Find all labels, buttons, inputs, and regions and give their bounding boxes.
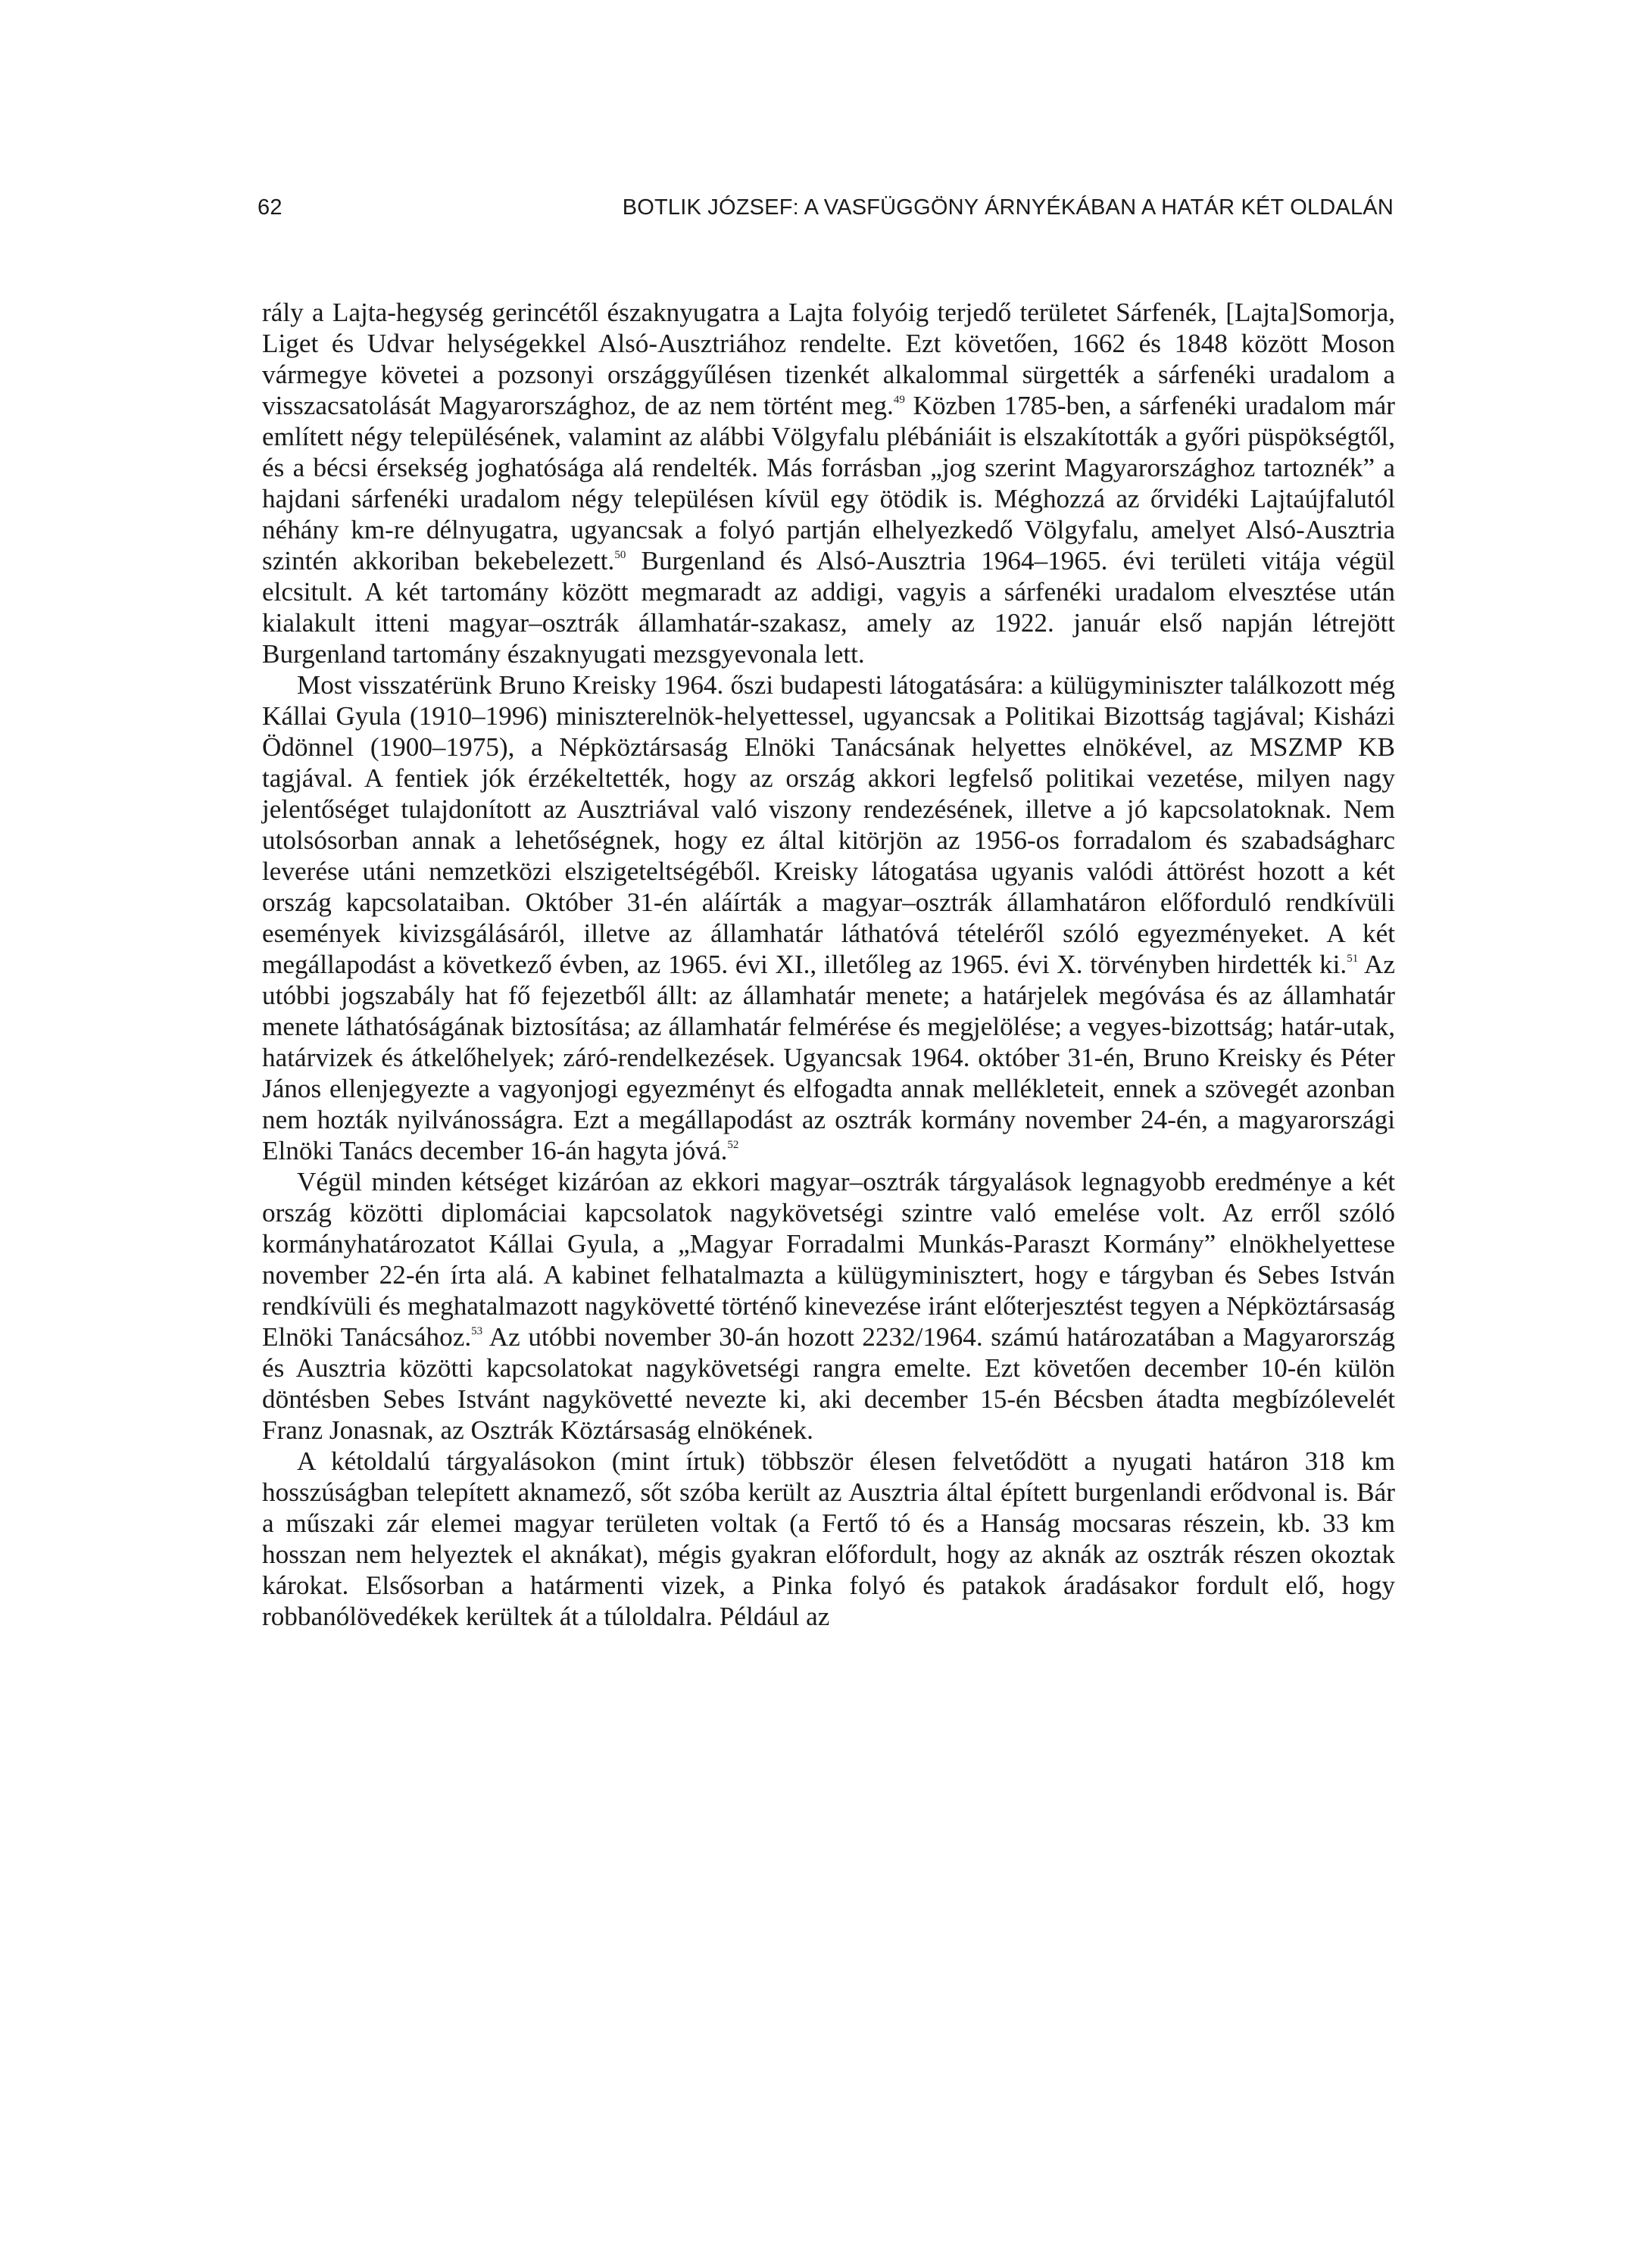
page-number: 62 xyxy=(258,195,283,220)
footnote-ref-49: 49 xyxy=(893,394,905,406)
footnote-ref-53: 53 xyxy=(471,1325,483,1337)
paragraph-2 xyxy=(262,669,1395,1166)
footnote-ref-51: 51 xyxy=(1347,953,1359,965)
text-segment: Burgenland és Alsó-Ausztria 1964–1965. évi területi vitája végül elcsitult. A két tartomány között megmaradt az addigi, vagyis a sárfenéki uradalom elvesztése után kialakult itteni magyar–osztrák államhatár-szakasz, amely az 1922. január első napján létrejött Burgenland tartomány északnyugati mezsgyevonala lett. xyxy=(262,546,1396,669)
text-segment: Közben 1785-ben, a sárfenéki uradalom már említett négy településének, valamint az alábbi Völgyfalu plébániáit is elszakították a győri püspökségtől, és a bécsi érsekség joghatósága alá rendelték. Más forrásban „jog szerint Magyarországhoz tartoznék” a hajdani sárfenéki uradalom négy településen kívül egy ötödik is. Méghozzá az őrvidéki Lajtaújfalutól néhány km-re délnyugatra, ugyancsak a folyó partján elhelyezkedő Völgyfalu, amelyet Alsó-Ausztria szintén akkoriban bekebelezett. xyxy=(262,391,1395,576)
text-segment: Végül minden kétséget kizáróan az ekkori magyar–osztrák tárgyalások legnagyobb eredménye a két ország közötti diplomáciai kapcsolatok nagykövetségi szintre való emelése volt. Az erről szóló kormányhatározatot Kállai Gyula, a „Magyar Forradalmi Munkás-Paraszt Kormány” elnökhelyettese november 22-én írta alá. A kabinet felhatalmazta a külügyminisztert, hogy e tárgyban és Sebes István rendkívüli és meghatalmazott nagykövetté történő kinevezése iránt előterjesztést tegyen a Népköztársaság Elnöki Tanácsához. xyxy=(262,1167,1395,1352)
text-segment: A kétoldalú tárgyalásokon (mint írtuk) többször élesen felvetődött a nyugati határon 318 km hosszúságban telepített aknamező, sőt szóba került az Ausztria által épített burgenlandi erődvonal is. Bár a műszaki zár elemei magyar területen voltak (a Fertő tó és a Hanság mocsaras részein, kb. 33 km hosszan nem helyeztek el aknákat), mégis gyakran előfordult, hogy az aknák az osztrák részen okoztak károkat. Elsősorban a határmenti vizek, a Pinka folyó és patakok áradásakor fordult elő, hogy robbanólövedékek kerültek át a túloldalra. Például az xyxy=(262,1446,1395,1631)
text-segment: Az utóbbi jogszabály hat fő fejezetből állt: az államhatár menete; a határjelek megóvása és az államhatár menete láthatóságának biztosítása; az államhatár felmérése és megjelölése; a vegyes-bizottság; határ-utak, határvizek és átkelőhelyek; záró-rendelkezések. Ugyancsak 1964. október 31-én, Bruno Kreisky és Péter János ellenjegyezte a vagyonjogi egyezményt és elfogadta annak mellékleteit, ennek a szövegét azonban nem hozták nyilvánosságra. Ezt a megállapodást az osztrák kormány november 24-én, a magyarországi Elnöki Tanács december 16-án hagyta jóvá. xyxy=(262,950,1395,1165)
text-segment: Most visszatérünk Bruno Kreisky 1964. őszi budapesti látogatására: a külügyminiszter találkozott még Kállai Gyula (1910–1996) miniszterelnök-helyettessel, ugyancsak a Politikai Bizottság tagjával; Kisházi Ödönnel (1900–1975), a Népköztársaság Elnöki Tanácsának helyettes elnökével, az MSZMP KB tagjával. A fentiek jók érzékeltették, hogy az ország akkori legfelső politikai vezetése, milyen nagy jelentőséget tulajdonított az Ausztriával való viszony rendezésének, illetve a jó kapcsolatoknak. Nem utolsósorban annak a lehetőségnek, hogy ez által kitörjön az 1956-os forradalom és szabadságharc leverése utáni nemzetközi elszigeteltségéből. Kreisky látogatása ugyanis valódi áttörést hozott a két ország kapcsolataiban. Október 31-én aláírták a magyar–osztrák államhatáron előforduló rendkívüli események kivizsgálásáról, illetve az államhatár láthatóvá tételéről szóló egyezményeket. A két megállapodást a következő évben, az 1965. évi XI., illetőleg az 1965. évi X. törvényben hirdették ki. xyxy=(262,670,1395,979)
running-header xyxy=(258,195,1394,226)
text-segment: rály a Lajta-hegység gerincétől északnyugatra a Lajta folyóig terjedő területet Sárfenék, [Lajta]Somorja, Liget és Udvar helységekkel Alsó-Ausztriához rendelte. Ezt követően, 1662 és 1848 között Moson vármegye követei a pozsonyi országgyűlésen tizenkét alkalommal sürgették a sárfenéki uradalom a visszacsatolását Magyarországhoz, de az nem történt meg. xyxy=(262,298,1395,420)
paragraph-3 xyxy=(262,1166,1395,1446)
footnote-ref-50: 50 xyxy=(614,549,626,561)
paragraph-4 xyxy=(262,1446,1395,1632)
paragraph-1 xyxy=(262,297,1395,669)
body-text xyxy=(262,297,1395,1632)
text-segment: Az utóbbi november 30-án hozott 2232/1964. számú határozatában a Magyarország és Ausztria közötti kapcsolatokat nagykövetségi rangra emelte. Ezt követően december 10-én külön döntésben Sebes Istvánt nagykövetté nevezte ki, aki december 15-én Bécsben átadta megbízólevelét Franz Jonasnak, az Osztrák Köztársaság elnökének. xyxy=(262,1322,1395,1445)
footnote-ref-52: 52 xyxy=(727,1139,739,1151)
running-title: BOTLIK JÓZSEF: A VASFÜGGÖNY ÁRNYÉKÁBAN A HATÁR KÉT OLDALÁN xyxy=(622,195,1394,220)
